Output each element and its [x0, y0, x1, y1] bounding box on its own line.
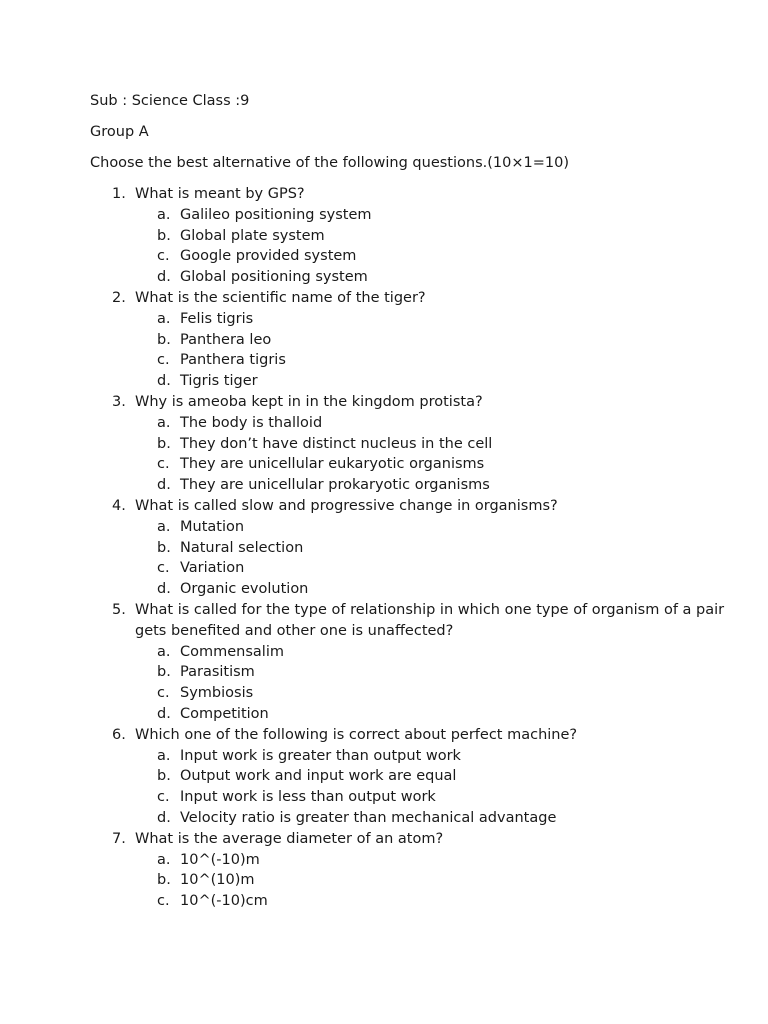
option-letter: c.: [157, 352, 170, 369]
option-letter: a.: [157, 851, 171, 868]
question-item: [90, 496, 730, 600]
question-number: 7.: [112, 830, 126, 847]
option-text: 10^(-10)cm: [180, 893, 268, 910]
question-list: [90, 184, 730, 912]
option-item: [135, 267, 730, 288]
option-item: [135, 787, 730, 808]
question-text: What is the average diameter of an atom?: [135, 830, 444, 847]
option-letter: b.: [157, 872, 171, 889]
option-letter: a.: [157, 310, 171, 327]
question-number: 4.: [112, 497, 126, 514]
option-text: They are unicellular prokaryotic organisms: [180, 477, 490, 494]
option-letter: a.: [157, 518, 171, 535]
option-letter: c.: [157, 685, 170, 702]
option-letter: b.: [157, 331, 171, 348]
option-letter: d.: [157, 809, 171, 826]
option-letter: b.: [157, 435, 171, 452]
option-letter: c.: [157, 893, 170, 910]
question-item: [90, 288, 730, 392]
option-text: Input work is greater than output work: [180, 747, 461, 764]
question-text: What is the scientific name of the tiger?: [135, 289, 426, 306]
option-item: [135, 870, 730, 891]
question-number: 5.: [112, 601, 126, 618]
option-item: [135, 538, 730, 559]
option-text: 10^(-10)m: [180, 851, 260, 868]
option-item: [135, 579, 730, 600]
option-text: The body is thalloid: [180, 414, 323, 431]
option-text: Tigris tiger: [180, 373, 258, 390]
question-text: What is meant by GPS?: [135, 186, 305, 202]
option-letter: d.: [157, 477, 171, 494]
option-text: Galileo positioning system: [180, 206, 372, 223]
option-text: Variation: [180, 560, 245, 577]
option-text: Parasitism: [180, 664, 255, 681]
option-item: [135, 330, 730, 351]
group-heading: Group A: [90, 124, 149, 140]
option-item: [135, 662, 730, 683]
option-text: Natural selection: [180, 539, 304, 556]
option-item: [135, 309, 730, 330]
option-item: [135, 413, 730, 434]
question-item: [90, 392, 730, 496]
option-list: [135, 309, 730, 392]
option-text: Global positioning system: [180, 269, 368, 286]
question-item: [90, 184, 730, 288]
option-letter: c.: [157, 248, 170, 265]
option-list: [135, 205, 730, 288]
option-item: [135, 350, 730, 371]
option-list: [135, 413, 730, 496]
option-item: [135, 475, 730, 496]
option-letter: d.: [157, 269, 171, 286]
option-item: [135, 766, 730, 787]
question-item: [90, 829, 730, 912]
option-letter: d.: [157, 705, 171, 722]
option-letter: c.: [157, 456, 170, 473]
option-item: [135, 704, 730, 725]
option-text: Competition: [180, 705, 269, 722]
option-item: [135, 371, 730, 392]
option-text: They are unicellular eukaryotic organisms: [180, 456, 485, 473]
option-text: Velocity ratio is greater than mechanical advantage: [180, 809, 557, 826]
option-letter: c.: [157, 789, 170, 806]
question-text: What is called for the type of relationship in which one type of organism of a pair gets benefited and other one is unaffected?: [135, 601, 725, 639]
option-letter: a.: [157, 206, 171, 223]
question-text: Why is ameoba kept in in the kingdom protista?: [135, 393, 483, 410]
option-text: Symbiosis: [180, 685, 254, 702]
option-item: [135, 226, 730, 247]
question-number: 2.: [112, 289, 126, 306]
question-number: 3.: [112, 393, 126, 410]
question-number: 1.: [112, 186, 126, 202]
instructions-line: Choose the best alternative of the following questions.(10×1=10): [90, 155, 569, 171]
option-list: [135, 517, 730, 600]
option-item: [135, 454, 730, 475]
option-item: [135, 808, 730, 829]
option-item: [135, 246, 730, 267]
option-text: Felis tigris: [180, 310, 254, 327]
question-text: What is called slow and progressive change in organisms?: [135, 497, 558, 514]
option-text: Input work is less than output work: [180, 789, 436, 806]
option-text: Output work and input work are equal: [180, 768, 457, 785]
question-item: [90, 725, 730, 829]
option-letter: d.: [157, 373, 171, 390]
option-item: [135, 205, 730, 226]
option-text: Global plate system: [180, 227, 325, 244]
option-letter: b.: [157, 227, 171, 244]
document-page: [90, 91, 730, 912]
option-item: [135, 558, 730, 579]
option-text: Panthera leo: [180, 331, 272, 348]
option-letter: d.: [157, 581, 171, 598]
option-item: [135, 642, 730, 663]
option-letter: c.: [157, 560, 170, 577]
option-letter: b.: [157, 768, 171, 785]
option-letter: a.: [157, 747, 171, 764]
option-item: [135, 683, 730, 704]
option-item: [135, 850, 730, 871]
option-item: [135, 891, 730, 912]
option-letter: b.: [157, 664, 171, 681]
option-letter: a.: [157, 643, 171, 660]
option-list: [135, 746, 730, 829]
option-text: They don’t have distinct nucleus in the cell: [180, 435, 493, 452]
option-text: 10^(10)m: [180, 872, 255, 889]
option-letter: b.: [157, 539, 171, 556]
question-number: 6.: [112, 726, 126, 743]
option-item: [135, 517, 730, 538]
option-list: [135, 642, 730, 725]
option-letter: a.: [157, 414, 171, 431]
option-text: Mutation: [180, 518, 245, 535]
option-text: Panthera tigris: [180, 352, 286, 369]
option-item: [135, 746, 730, 767]
option-text: Organic evolution: [180, 581, 309, 598]
option-list: [135, 850, 730, 912]
option-text: Commensalim: [180, 643, 284, 660]
option-text: Google provided system: [180, 248, 357, 265]
subject-class-line: Sub : Science Class :9: [90, 93, 250, 109]
option-item: [135, 434, 730, 455]
question-text: Which one of the following is correct about perfect machine?: [135, 726, 578, 743]
question-item: [90, 600, 730, 725]
